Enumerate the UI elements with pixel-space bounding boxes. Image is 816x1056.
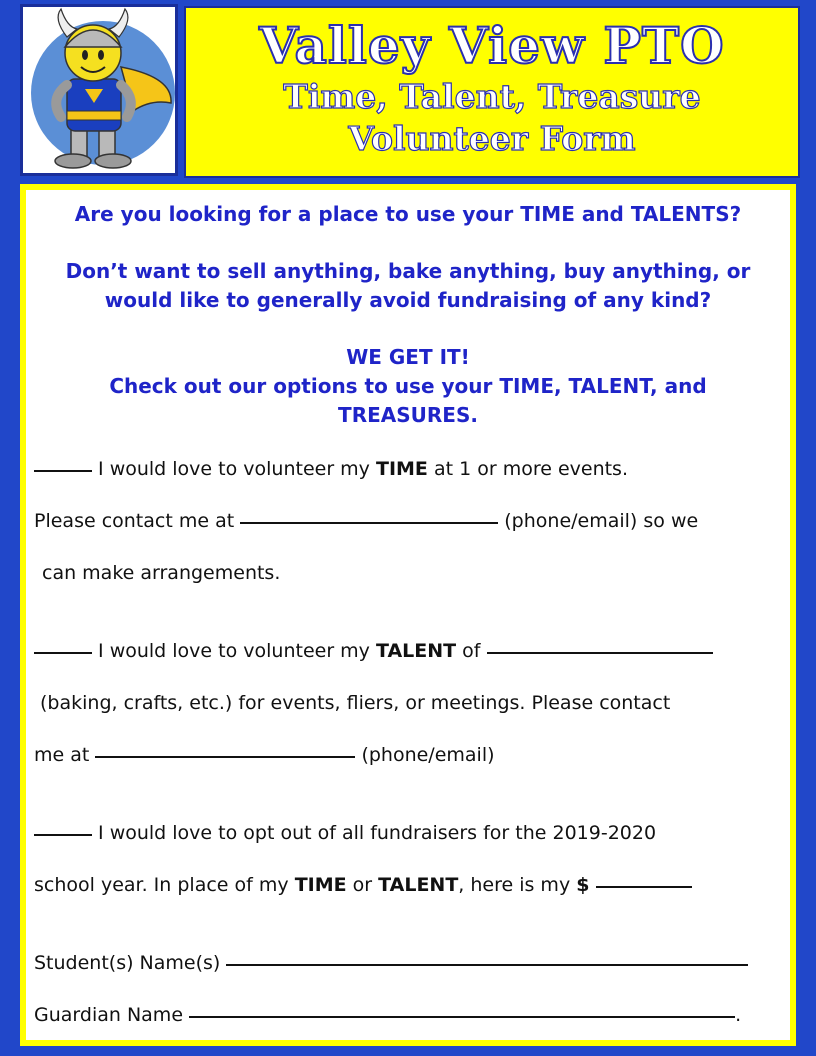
guardian-name-line [34,1002,782,1028]
intro-question-2b: would like to generally avoid fundraising of any kind? [104,288,712,312]
time-text-pre: I would love to volunteer my [98,458,370,480]
guardian-name-field[interactable] [189,1016,735,1018]
time-cont-line: can make arrangements. [42,562,281,584]
student-name-line [34,950,782,976]
student-name-label: Student(s) Name(s) [34,952,221,974]
treasure-text-pre: school year. In place of my [34,874,289,896]
viking-mascot-icon [23,7,175,173]
page-subtitle-1: Time, Talent, Treasure [283,77,701,116]
intro-question-2a: Don’t want to sell anything, bake anything, buy anything, or [65,259,751,283]
treasure-keyword-time: TIME [294,874,347,896]
student-name-field[interactable] [226,964,748,966]
talent-checkbox-blank[interactable] [34,652,92,654]
time-option-line [34,456,782,482]
guardian-name-label: Guardian Name [34,1004,184,1026]
treasure-text-mid: , here is my [458,874,571,896]
donation-amount-field[interactable] [596,886,692,888]
treasure-keyword-talent: TALENT [378,874,459,896]
talent-contact-field[interactable] [95,756,355,758]
time-contact-field[interactable] [240,522,498,524]
time-contact-line [34,508,782,534]
treasure-checkbox-blank[interactable] [34,834,92,836]
page-title: Valley View PTO [259,16,725,75]
time-contact-label: Please contact me at [34,510,235,532]
treasure-line-2 [34,872,782,898]
talent-contact-label: me at [34,744,90,766]
talent-option-line [34,638,782,664]
logo-box [20,4,178,176]
time-checkbox-blank[interactable] [34,470,92,472]
dollar-sign: $ [576,874,590,896]
talent-contact-post: (phone/email) [361,744,495,766]
intro-callout-3: TREASURES. [338,403,478,427]
talent-contact-line [34,742,782,768]
talent-text-post: of [462,640,481,662]
title-banner [184,6,800,178]
treasure-text-or: or [352,874,373,896]
talent-text-pre: I would love to volunteer my [98,640,370,662]
time-text-post: at 1 or more events. [433,458,628,480]
time-contact-post: (phone/email) so we [504,510,699,532]
intro-question-1: Are you looking for a place to use your TIME and TALENTS? [74,202,742,226]
intro-callout-1: WE GET IT! [346,345,470,369]
form-body [20,184,796,1046]
talent-keyword: TALENT [375,640,457,662]
talent-field[interactable] [487,652,713,654]
treasure-option-line [34,820,782,846]
talent-line-2: (baking, crafts, etc.) for events, fliers, or meetings. Please contact [40,692,671,714]
intro-callout-2: Check out our options to use your TIME, TALENT, and [109,374,707,398]
page-subtitle-2: Volunteer Form [348,119,636,158]
treasure-text: I would love to opt out of all fundraisers for the 2019-2020 [98,822,657,844]
guardian-period: . [735,1004,742,1026]
time-keyword: TIME [375,458,428,480]
